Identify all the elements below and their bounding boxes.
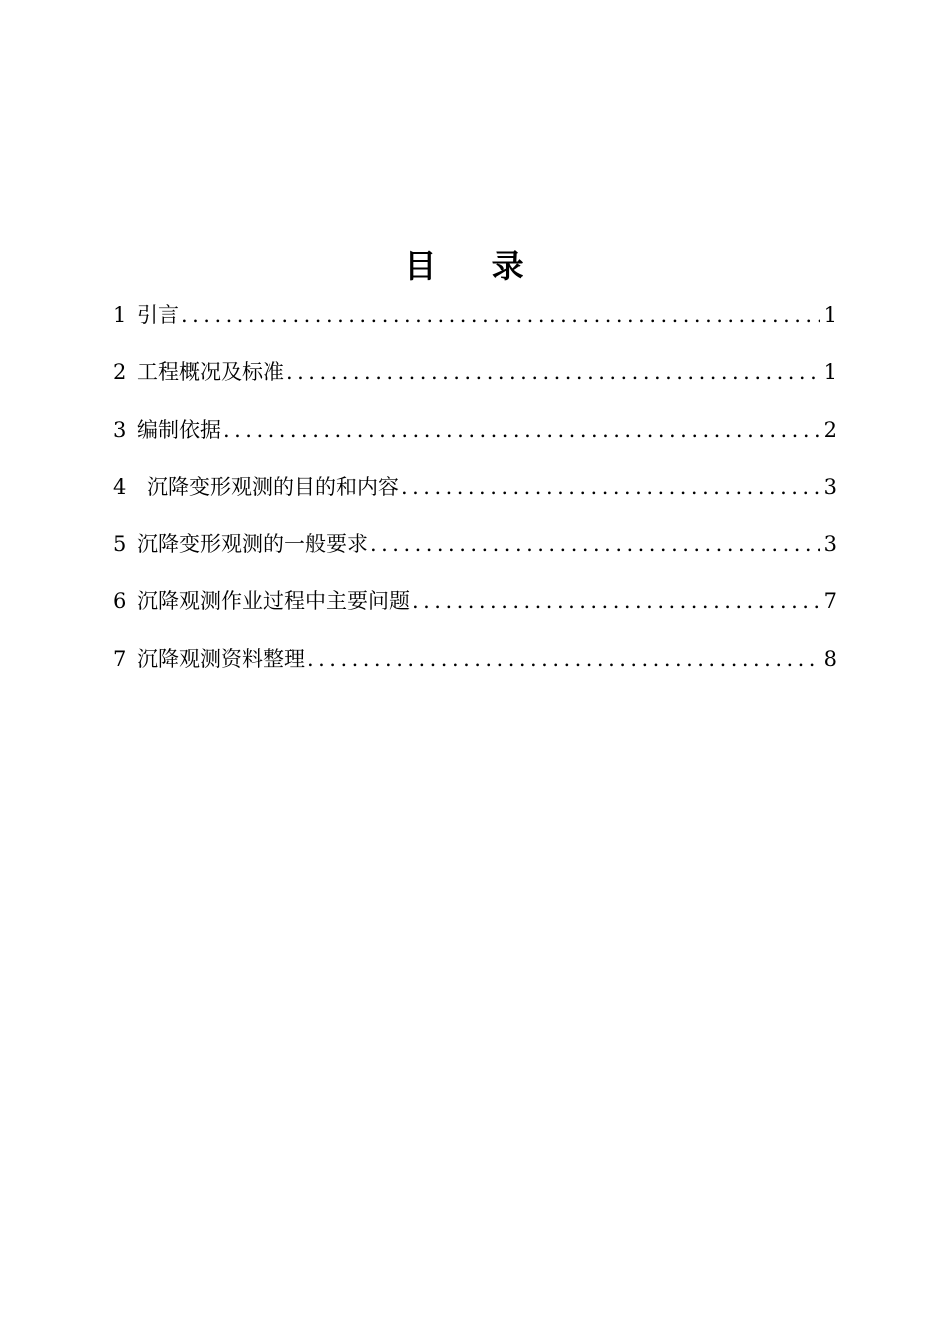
toc-entry-page: 3 [823,532,837,557]
toc-entry-title: 引言 [137,303,179,327]
toc-entry[interactable] [113,583,837,640]
toc-dot-leader [305,641,820,677]
toc-entry-page: 1 [823,303,837,327]
toc-dot-leader [410,583,820,619]
toc-dot-leader [284,354,820,390]
toc-entry-title: 沉降变形观测的一般要求 [137,532,368,557]
toc-entry-number: 7 [113,646,127,671]
toc-dot-leader [368,526,820,562]
toc-entry-number: 4 [113,474,127,499]
toc-entry[interactable] [113,641,837,698]
toc-entry[interactable] [113,469,837,526]
toc-entry-number: 1 [113,303,127,327]
toc-entry-page: 7 [823,589,837,614]
toc-entry-number: 5 [113,532,127,557]
toc-title: 目 录 [404,247,546,285]
toc-entry-number: 2 [113,360,127,385]
toc-dot-leader [399,469,820,505]
toc-entry-title: 沉降观测作业过程中主要问题 [137,589,410,614]
toc-entry-title: 工程概况及标准 [137,360,284,385]
toc-dot-leader [179,297,820,333]
toc-entry-title: 沉降观测资料整理 [137,646,305,671]
toc-entry-page: 8 [823,646,837,671]
toc-entry[interactable] [113,354,837,411]
toc-entry-page: 1 [823,360,837,385]
toc-entry[interactable] [113,297,837,354]
toc-entry[interactable] [113,412,837,469]
toc-dot-leader [221,412,820,448]
toc-entry-title: 编制依据 [137,417,221,442]
toc-entry-number: 3 [113,417,127,442]
toc-entry-page: 3 [823,474,837,499]
table-of-contents [113,297,837,698]
toc-entry-page: 2 [823,417,837,442]
toc-entry-title: 沉降变形观测的目的和内容 [147,474,399,499]
toc-entry[interactable] [113,526,837,583]
toc-entry-number: 6 [113,589,127,614]
